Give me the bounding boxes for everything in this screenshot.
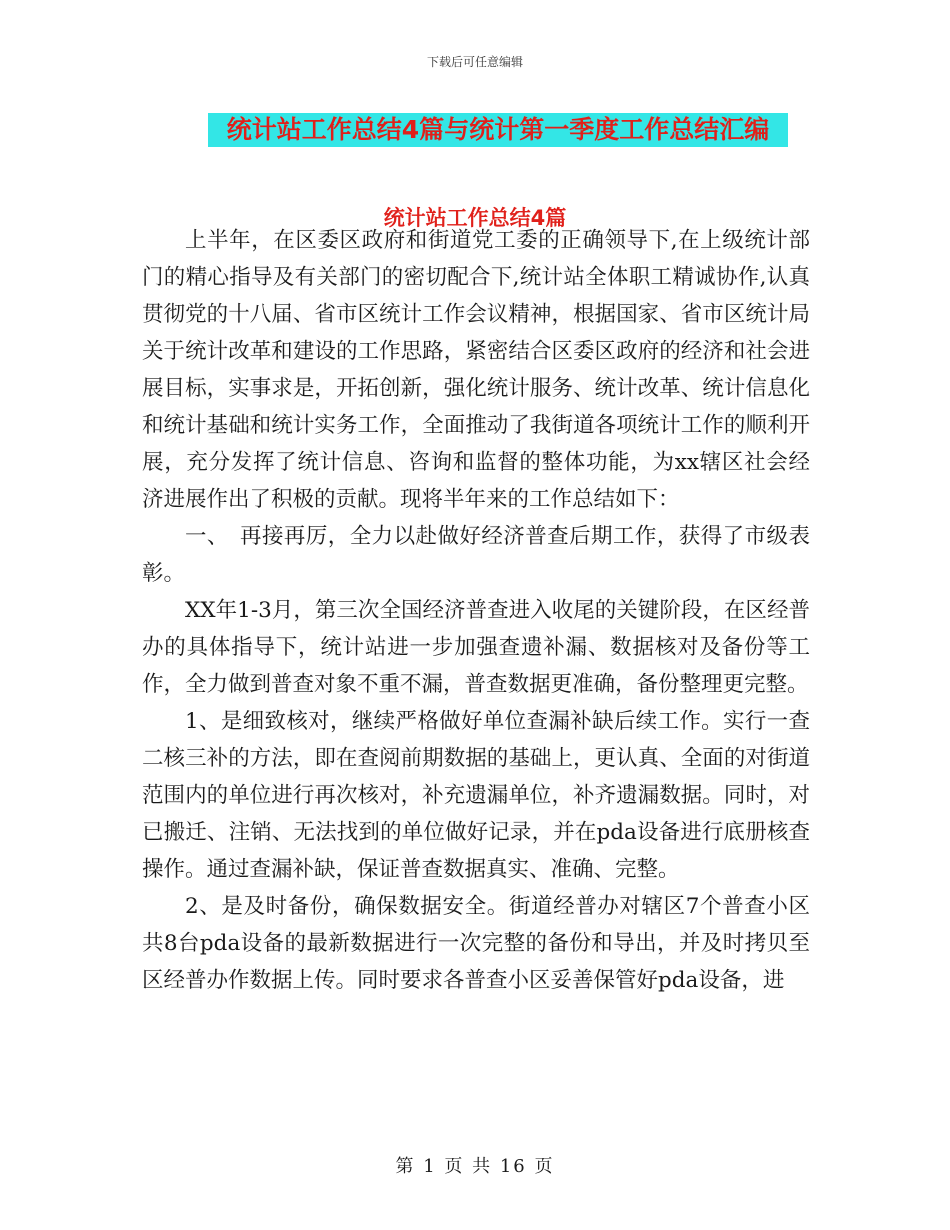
paragraph-item-1: 1、是细致核对，继续严格做好单位查漏补缺后续工作。实行一查二核三补的方法，即在查阅前期数据的基础上，更认真、全面的对街道范围内的单位进行再次核对，补充遗漏单位，补齐遗漏数据。同时，对已搬迁、注销、无法找到的单位做好记录，并在pda设备进行底册核查操作。通过查漏补缺，保证普查数据真实、准确、完整。 [142, 709, 810, 882]
paragraph-heading-1: 一、 再接再厉，全力以赴做好经济普查后期工作，获得了市级表彰。 [142, 524, 810, 586]
document-title: 统计站工作总结4篇与统计第一季度工作总结汇编 [208, 113, 788, 147]
document-body [142, 222, 810, 999]
section-title: 统计站工作总结4篇 [383, 206, 567, 230]
page-footer: 第 1 页 共 16 页 [395, 1156, 555, 1177]
paragraph-census: XX年1-3月，第三次全国经济普查进入收尾的关键阶段，在区经普办的具体指导下，统计站进一步加强查遗补漏、数据核对及备份等工作，全力做到普查对象不重不漏，普查数据更准确，备份整理更完整。 [142, 598, 810, 697]
paragraph-item-2: 2、是及时备份，确保数据安全。街道经普办对辖区7个普查小区共8台pda设备的最新数据进行一次完整的备份和导出，并及时拷贝至区经普办作数据上传。同时要求各普查小区妥善保管好pda设备，进 [142, 894, 810, 993]
paragraph-intro: 上半年，在区委区政府和街道党工委的正确领导下,在上级统计部门的精心指导及有关部门的密切配合下,统计站全体职工精诚协作,认真贯彻党的十八届、省市区统计工作会议精神，根据国家、省市区统计局关于统计改革和建设的工作思路，紧密结合区委区政府的经济和社会进展目标，实事求是，开拓创新，强化统计服务、统计改革、统计信息化和统计基础和统计实务工作，全面推动了我街道各项统计工作的顺利开展，充分发挥了统计信息、咨询和监督的整体功能，为xx辖区社会经济进展作出了积极的贡献。现将半年来的工作总结如下： [142, 228, 810, 512]
header-note: 下载后可任意编辑 [426, 55, 523, 69]
